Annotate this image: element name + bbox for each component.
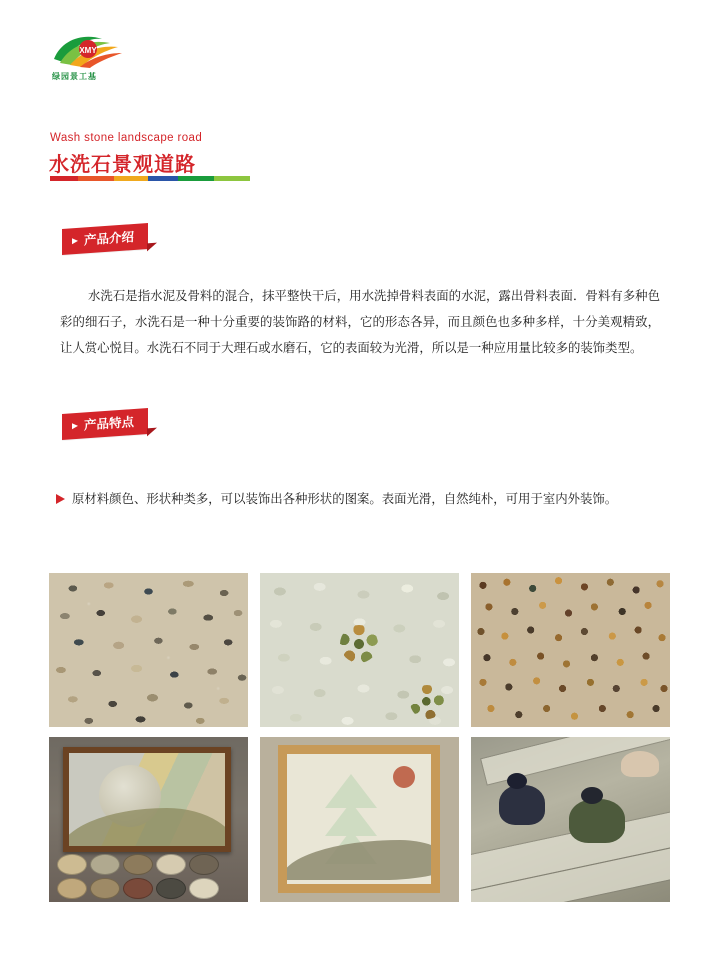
wooden-frame xyxy=(63,747,231,852)
svg-text:XMY: XMY xyxy=(79,46,97,55)
company-logo xyxy=(50,33,124,89)
wooden-frame xyxy=(278,745,440,893)
ribbon-tail xyxy=(147,243,157,252)
photo-workers-installing-wash-stone xyxy=(471,737,670,902)
section-ribbon-product-features xyxy=(62,411,148,437)
flower-motif-icon xyxy=(410,685,444,719)
sample-bowl xyxy=(123,854,153,875)
photo-mixed-pebble-paving xyxy=(49,573,248,727)
sample-bowl xyxy=(189,854,219,875)
sample-bowl xyxy=(57,878,87,899)
section-ribbon-label: 产品特点 xyxy=(62,408,148,440)
ribbon-tail xyxy=(147,428,157,437)
sample-bowl xyxy=(57,854,87,875)
page-title-english: Wash stone landscape road xyxy=(50,132,203,144)
title-rule xyxy=(50,176,250,181)
photo-pale-pebble-with-flower-motif xyxy=(260,573,459,727)
gallery-grid xyxy=(49,573,671,902)
sample-bowl xyxy=(90,878,120,899)
flower-motif-icon xyxy=(340,625,378,663)
photo-dense-warm-tone-pebble xyxy=(471,573,670,727)
sun-shape xyxy=(393,766,415,788)
feature-bullet-text: 原材料颜色、形状种类多，可以装饰出各种形状的图案。表面光滑，自然纯朴，可用于室内外装饰。 xyxy=(72,492,618,506)
sample-bowl xyxy=(123,878,153,899)
warm-pebble-texture xyxy=(471,573,670,727)
sample-bowl xyxy=(90,854,120,875)
sample-bowl xyxy=(189,878,219,899)
showroom-scene xyxy=(49,737,248,902)
photo-framed-mosaic-and-aggregate-bowls xyxy=(49,737,248,902)
mosaic-artwork xyxy=(69,753,225,846)
mosaic-wave-shape xyxy=(69,808,225,846)
product-intro-paragraph: 水洗石是指水泥及骨料的混合，抹平整快干后，用水洗掉骨料表面的水泥，露出骨料表面．骨料有多种色彩的细石子，水洗石是一种十分重要的装饰路的材料，它的形态各异，而且颜色也多种多样，十分美观精致，让人赏心悦目。水洗石不同于大理石或水磨石，它的表面较为光滑，所以是一种应用量比较多的装饰类型。 xyxy=(60,289,660,355)
worker-head xyxy=(507,773,527,789)
pebble-path-shape xyxy=(281,840,440,880)
aggregate-sample-bowls xyxy=(57,854,241,896)
worker-head xyxy=(581,787,603,804)
construction-site-scene xyxy=(471,737,670,902)
sample-bowl xyxy=(156,878,186,899)
worker-figure xyxy=(621,751,659,777)
worker-figure xyxy=(499,785,545,825)
tree-mosaic-scene xyxy=(260,737,459,902)
triangle-bullet-icon xyxy=(56,494,65,504)
logo-wordmark: 绿园景工基 xyxy=(52,72,97,81)
section-ribbon-label: 产品介绍 xyxy=(62,223,148,255)
worker-figure xyxy=(569,799,625,843)
section-ribbon-product-intro xyxy=(62,226,148,252)
leaf-swoosh-logo-icon xyxy=(50,33,124,69)
feature-bullet-row xyxy=(56,489,676,509)
sample-bowl xyxy=(156,854,186,875)
photo-framed-tree-mosaic-artwork xyxy=(260,737,459,902)
pebble-texture xyxy=(49,573,248,727)
page-title-chinese: 水洗石景观道路 xyxy=(49,154,196,176)
